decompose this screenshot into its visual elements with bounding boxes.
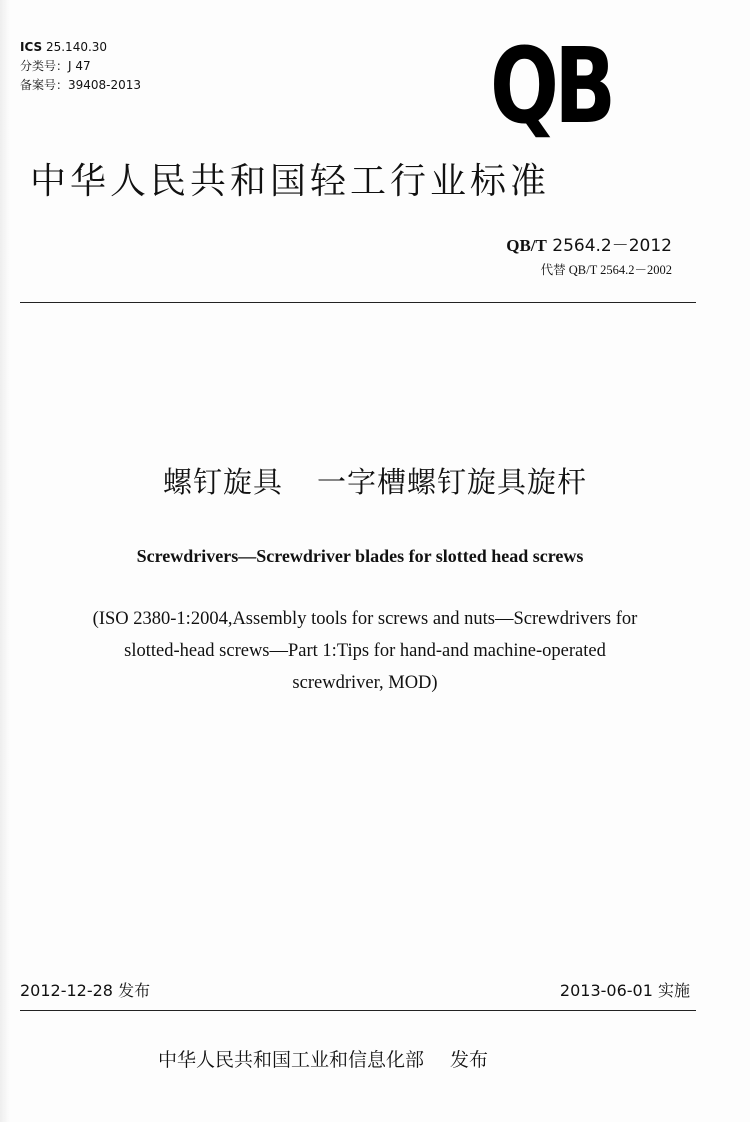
issuing-body-title: 中华人民共和国轻工行业标准 <box>30 161 551 202</box>
standard-code: QB/T <box>506 236 547 255</box>
implementation-date: 2013-06-01 实施 <box>559 981 690 1000</box>
standard-number <box>506 236 672 256</box>
chinese-title-part2: 一字槽螺钉旋具旋杆 <box>317 465 588 499</box>
chinese-title <box>0 464 750 500</box>
chinese-title-part1: 螺钉旋具 <box>162 465 283 499</box>
english-title: Screwdrivers—Screwdriver blades for slotted head screws <box>136 546 584 566</box>
classification-number: 分类号：J 47 <box>20 59 91 73</box>
issue-date: 2012-12-28 发布 <box>20 981 151 1000</box>
ics-label: ICS <box>20 40 43 54</box>
metadata-block <box>20 38 141 95</box>
iso-note-line-1: (ISO 2380-1:2004,Assembly tools for screws and nuts—Screwdrivers for <box>92 609 638 629</box>
ics-value: 25.140.30 <box>45 40 108 54</box>
bottom-divider <box>20 1010 696 1011</box>
issuing-authority <box>158 1047 488 1073</box>
iso-note-line-3: screwdriver, MOD) <box>292 673 438 693</box>
issuer-verb: 发布 <box>450 1049 489 1071</box>
qb-logo: QB <box>490 25 612 147</box>
iso-equivalence-note <box>55 603 675 699</box>
iso-note-line-2: slotted-head screws—Part 1:Tips for hand-and machine-operated <box>124 641 606 661</box>
record-number: 备案号：39408-2013 <box>20 78 142 92</box>
standard-number-value: 2564.2－2012 <box>552 236 672 256</box>
top-divider <box>20 302 696 303</box>
ics-line <box>20 38 141 57</box>
issuer-name: 中华人民共和国工业和信息化部 <box>158 1049 425 1071</box>
replaced-standard: 代替 QB/T 2564.2－2002 <box>540 263 672 277</box>
